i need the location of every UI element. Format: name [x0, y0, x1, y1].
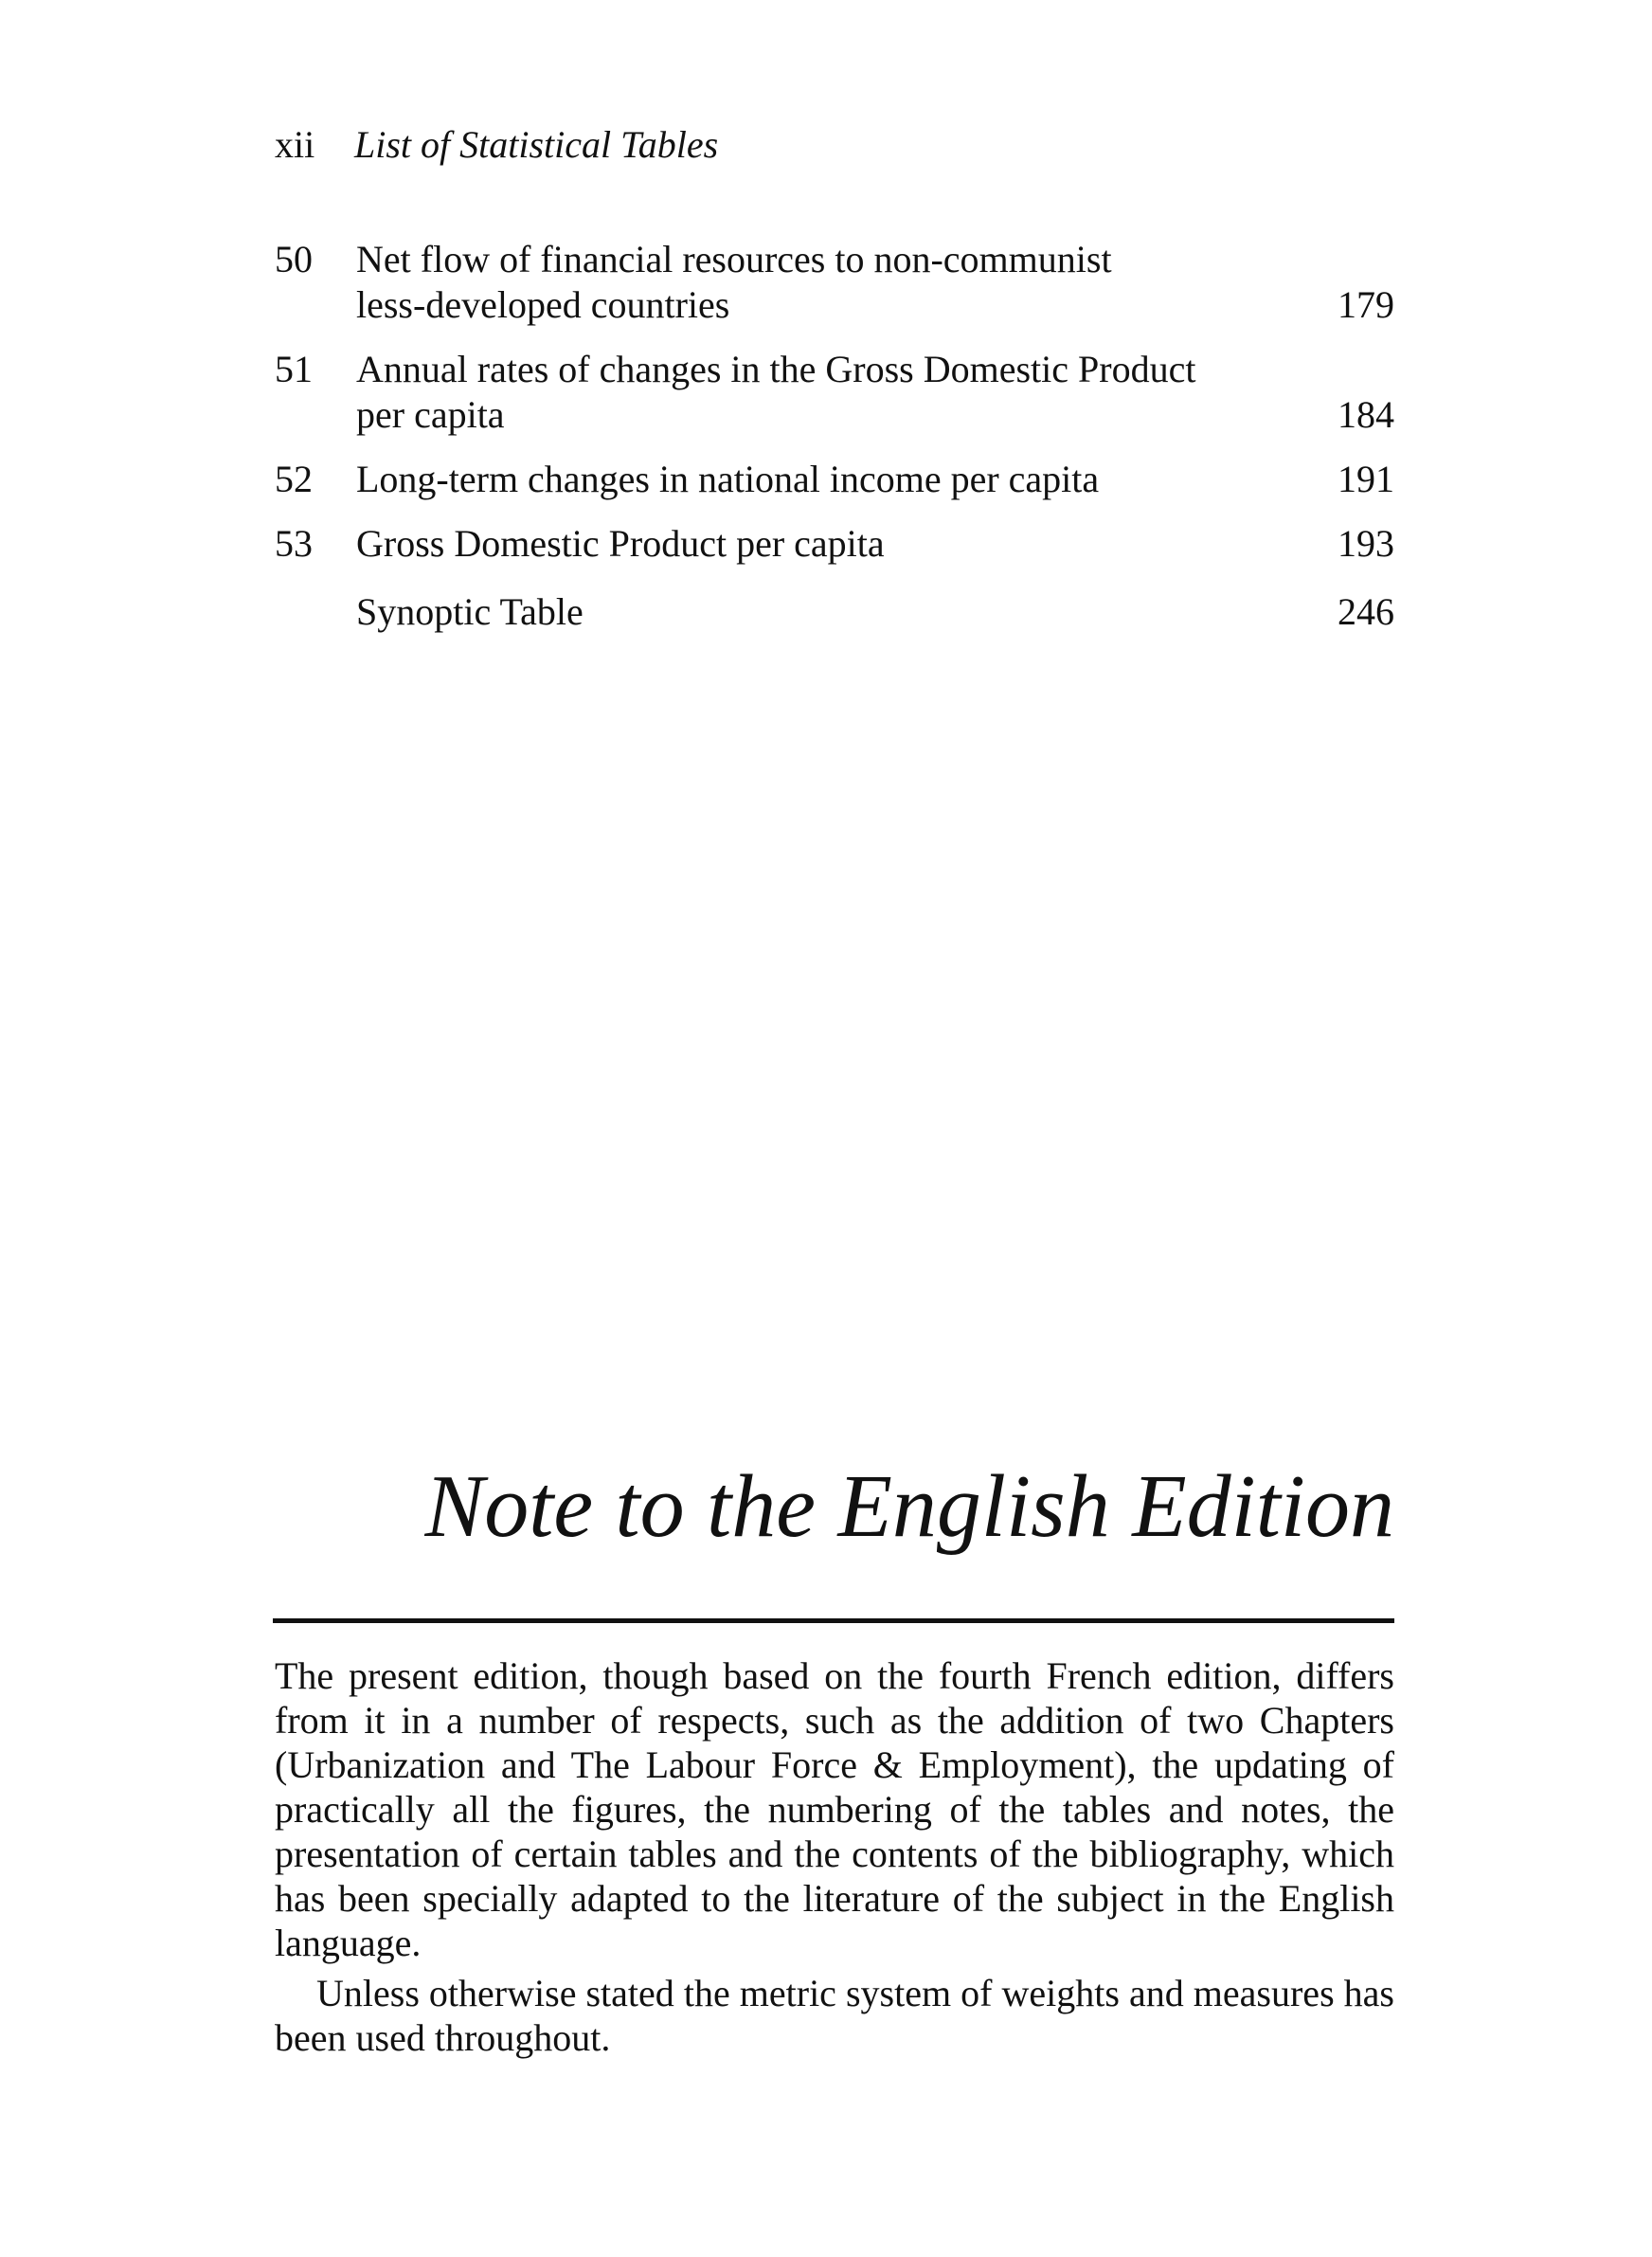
table-page-number: 193 — [1338, 522, 1394, 565]
table-title — [356, 347, 1309, 438]
table-number: 50 — [275, 238, 313, 280]
table-title — [356, 521, 1309, 567]
table-title-line: per capita — [356, 393, 505, 436]
table-title-line: less-developed countries — [356, 283, 730, 326]
table-title — [356, 457, 1309, 502]
running-head — [275, 121, 718, 169]
table-title-line: Annual rates of changes in the Gross Domestic Product — [356, 348, 1196, 390]
table-entry — [275, 521, 1394, 567]
table-page-number: 191 — [1338, 458, 1394, 500]
table-entry — [275, 457, 1394, 502]
body-paragraph: The present edition, though based on the fourth French edition, differs from it in a number of respects, such as the addition of two Chapters (Urbanization and The Labour Force & Employment), the updating of practically all the figures, the numbering of the tables and notes, the presentation of certain tables and the contents of the bibliography, which has been specially adapted to the literature of the subject in the English language. — [275, 1654, 1394, 1964]
table-title — [356, 237, 1309, 328]
table-title-line: Synoptic Table — [356, 590, 584, 633]
table-entry — [275, 589, 1394, 635]
table-page-number: 179 — [1338, 283, 1394, 326]
statistical-tables-list — [275, 237, 1394, 635]
table-number: 52 — [275, 458, 313, 500]
table-title-line: Net flow of financial resources to non-communist — [356, 238, 1112, 280]
heading-rule — [273, 1618, 1394, 1623]
section-heading: Note to the English Edition — [424, 1457, 1394, 1556]
table-page-number: 184 — [1338, 393, 1394, 436]
page-folio: xii — [275, 123, 315, 166]
table-title-line: Long-term changes in national income per capita — [356, 458, 1100, 500]
table-page-number: 246 — [1338, 590, 1394, 633]
table-number: 51 — [275, 348, 313, 390]
note-body — [275, 1653, 1394, 2060]
table-entry — [275, 237, 1394, 328]
table-entry — [275, 347, 1394, 438]
table-title-line: Gross Domestic Product per capita — [356, 522, 885, 565]
table-title — [356, 589, 1309, 635]
body-paragraph: Unless otherwise stated the metric system of weights and measures has been used throughout. — [275, 1972, 1394, 2059]
running-head-title: List of Statistical Tables — [354, 123, 719, 166]
table-number: 53 — [275, 522, 313, 565]
